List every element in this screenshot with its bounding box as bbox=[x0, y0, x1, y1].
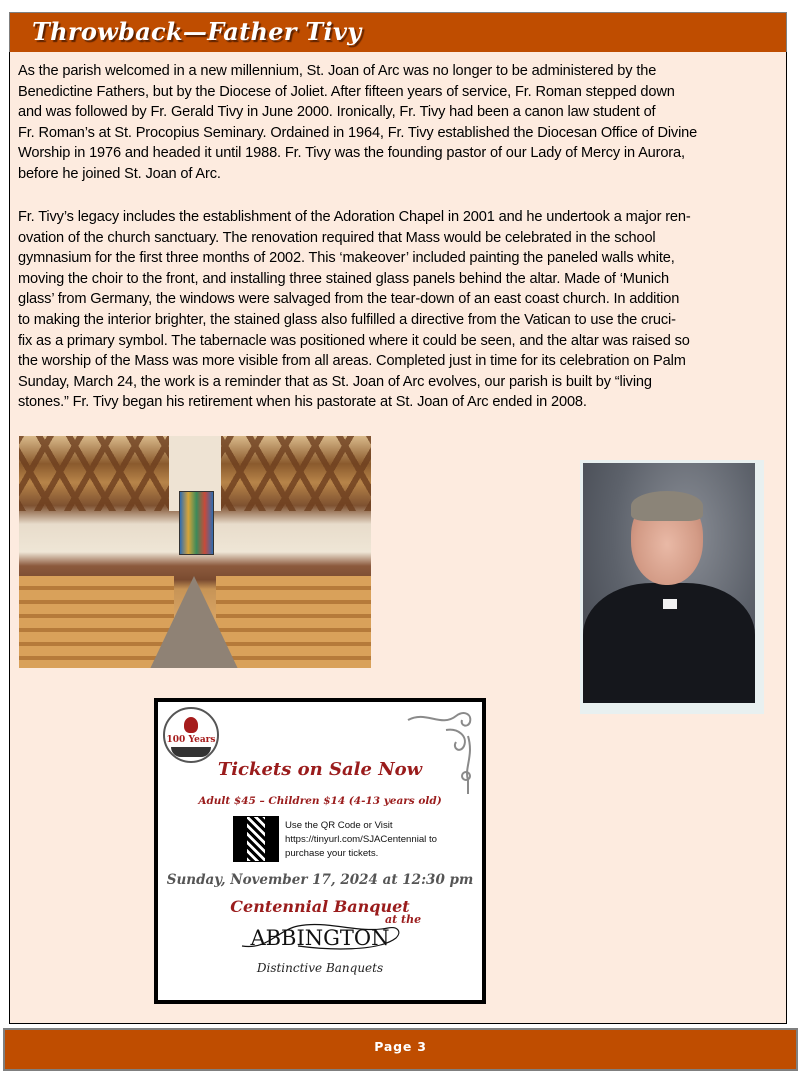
priest-portrait-photo bbox=[580, 460, 764, 714]
venue-tagline: Distinctive Banquets bbox=[256, 961, 384, 975]
portrait-collar bbox=[663, 599, 677, 609]
text-line: glass’ from Germany, the windows were salvaged from the tear-down of an east coast church. In addition bbox=[18, 291, 680, 308]
text-line: Sunday, March 24, the work is a reminder that as St. Joan of Arc evolves, our parish is built by “living bbox=[18, 373, 652, 390]
qr-instructions bbox=[285, 819, 475, 861]
text-line: the worship of the Mass was more visible from all areas. Completed just in time for its celebration on Palm bbox=[18, 353, 686, 370]
qr-text-line: Use the QR Code or Visit bbox=[285, 820, 393, 831]
qr-text-line: purchase your tickets. bbox=[285, 848, 379, 859]
section-title: Throwback—Father Tivy bbox=[32, 17, 362, 46]
text-line: Worship in 1976 and headed it until 1988. Fr. Tivy was the founding pastor of our Lady of Mercy in Aurora, bbox=[18, 145, 685, 162]
section-header bbox=[9, 12, 787, 53]
venue-name: ABBINGTON bbox=[250, 926, 390, 950]
text-line: to making the interior brighter, the stained glass also fulfilled a directive from the Vatican to use the cruci- bbox=[18, 311, 676, 328]
event-name: Centennial Banquet bbox=[230, 897, 410, 916]
text-line: As the parish welcomed in a new millennium, St. Joan of Arc was no longer to be administered by the bbox=[18, 63, 657, 79]
article-body bbox=[9, 52, 787, 1024]
banquet-flyer bbox=[154, 698, 486, 1004]
event-at-the: at the bbox=[385, 913, 422, 926]
article-paragraph-2 bbox=[18, 207, 786, 413]
logo-band bbox=[171, 747, 211, 757]
ticket-prices: Adult $45 – Children $14 (4-13 years old) bbox=[198, 795, 442, 807]
page-number: Page 3 bbox=[374, 1039, 427, 1054]
center-aisle bbox=[149, 576, 239, 668]
text-line: before he joined St. Joan of Arc. bbox=[18, 165, 221, 182]
qr-code-icon bbox=[233, 816, 279, 862]
page-footer bbox=[3, 1028, 798, 1071]
stained-glass-window bbox=[179, 491, 214, 555]
logo-years-text: 100 Years bbox=[166, 735, 216, 745]
portrait-hair bbox=[631, 491, 703, 521]
text-line: gymnasium for the first three months of 2002. This ‘makeover’ included painting the paneled walls white, bbox=[18, 250, 675, 267]
text-line: ovation of the church sanctuary. The renovation required that Mass would be celebrated in the school bbox=[18, 229, 656, 246]
text-line: moving the choir to the front, and installing three stained glass panels behind the altar. Made of ‘Munich bbox=[18, 270, 669, 287]
text-line: stones.” Fr. Tivy began his retirement when his pastorate at St. Joan of Arc ended in 2008. bbox=[18, 394, 587, 411]
church-interior-photo bbox=[19, 436, 371, 668]
parish-centennial-logo bbox=[163, 707, 219, 763]
text-line: and was followed by Fr. Gerald Tivy in June 2000. Ironically, Fr. Tivy had been a canon law student of bbox=[18, 104, 656, 121]
text-line: Fr. Tivy’s legacy includes the establishment of the Adoration Chapel in 2001 and he undertook a major ren- bbox=[18, 209, 691, 225]
article-paragraph-1 bbox=[18, 61, 786, 185]
flame-icon bbox=[184, 717, 198, 733]
portrait-image bbox=[583, 463, 755, 703]
text-line: fix as a primary symbol. The tabernacle was positioned where it could be seen, and the altar was raised so bbox=[18, 332, 690, 349]
event-date: Sunday, November 17, 2024 at 12:30 pm bbox=[166, 872, 474, 888]
text-line: Fr. Roman’s at St. Procopius Seminary. Ordained in 1964, Fr. Tivy established the Diocesan Office of Divine bbox=[18, 124, 698, 141]
corner-flourish-icon bbox=[406, 706, 476, 796]
text-line: Benedictine Fathers, but by the Diocese of Joliet. After fifteen years of service, Fr. Roman stepped down bbox=[18, 83, 675, 100]
flyer-headline: Tickets on Sale Now bbox=[217, 759, 423, 780]
pews-right bbox=[216, 576, 371, 668]
ticket-link: https://tinyurl.com/SJACentennial to bbox=[285, 834, 437, 845]
